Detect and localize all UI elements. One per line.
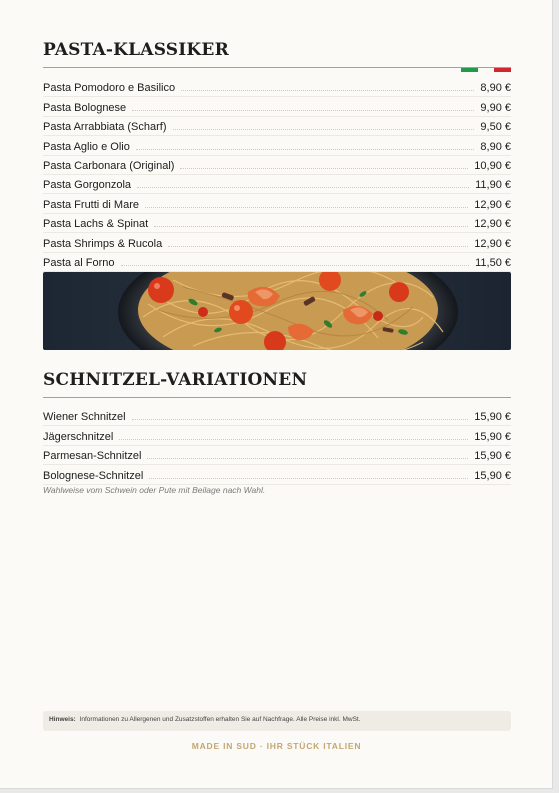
item-price: 9,50 € [480, 121, 511, 134]
schnitzel-section-title: SCHNITZEL-VARIATIONEN [43, 370, 308, 390]
item-price: 15,90 € [474, 430, 511, 443]
item-name: Pasta Frutti di Mare [43, 198, 139, 211]
item-price: 11,90 € [475, 179, 511, 192]
menu-item [43, 214, 511, 233]
pasta-photo [43, 272, 511, 350]
dot-leader [149, 478, 468, 479]
dot-leader [136, 149, 475, 150]
dot-leader [147, 458, 468, 459]
item-price: 12,90 € [474, 237, 511, 250]
item-price: 15,90 € [474, 469, 511, 482]
schnitzel-menu-list [43, 407, 511, 485]
dot-leader [132, 419, 469, 420]
dot-leader [181, 90, 474, 91]
pasta-section-title: PASTA-KLASSIKER [43, 40, 229, 60]
menu-item [43, 78, 511, 97]
flag-red-icon [494, 59, 511, 64]
dot-leader [132, 110, 474, 111]
italy-flag-icon [461, 59, 478, 64]
item-name: Pasta Shrimps & Rucola [43, 237, 163, 250]
hint-label: Hinweis: [49, 716, 76, 723]
menu-item [43, 97, 511, 116]
menu-item [43, 407, 511, 426]
item-name: Pasta Arrabbiata (Scharf) [43, 121, 167, 134]
menu-item [43, 117, 511, 136]
schnitzel-divider [43, 397, 511, 398]
pasta-menu-list [43, 78, 511, 272]
schnitzel-note: Wahlweise vom Schwein oder Pute mit Beilage nach Wahl. [43, 485, 266, 495]
item-name: Pasta Pomodoro e Basilico [43, 82, 176, 95]
item-price: 15,90 € [474, 450, 511, 463]
menu-item [43, 136, 511, 155]
item-name: Pasta Lachs & Spinat [43, 218, 149, 231]
menu-item [43, 465, 511, 484]
item-price: 12,90 € [474, 198, 511, 211]
item-price: 12,90 € [474, 218, 511, 231]
menu-item [43, 426, 511, 445]
menu-item [43, 446, 511, 465]
pasta-divider [43, 67, 511, 68]
dot-leader [119, 439, 468, 440]
menu-item [43, 194, 511, 213]
menu-item [43, 233, 511, 252]
item-price: 10,90 € [474, 159, 511, 172]
item-price: 8,90 € [480, 82, 511, 95]
dot-leader [154, 226, 468, 227]
item-price: 8,90 € [480, 140, 511, 153]
dot-leader [180, 168, 468, 169]
item-name: Pasta Aglio e Olio [43, 140, 130, 153]
item-name: Wiener Schnitzel [43, 411, 126, 424]
dot-leader [168, 246, 468, 247]
dot-leader [145, 207, 468, 208]
dot-leader [137, 187, 469, 188]
item-price: 9,90 € [480, 101, 511, 114]
dot-leader [121, 265, 470, 266]
item-price: 15,90 € [474, 411, 511, 424]
item-name: Pasta Gorgonzola [43, 179, 132, 192]
item-name: Pasta Carbonara (Original) [43, 159, 175, 172]
menu-item [43, 175, 511, 194]
menu-item [43, 156, 511, 175]
item-name: Pasta Bolognese [43, 101, 127, 114]
menu-item [43, 253, 511, 272]
item-name: Parmesan-Schnitzel [43, 450, 142, 463]
item-price: 11,50 € [475, 256, 511, 269]
item-name: Pasta al Forno [43, 256, 115, 269]
item-name: Jägerschnitzel [43, 430, 114, 443]
pasta-photo-illustration [43, 272, 511, 350]
footer-slogan: MADE IN SUD · IHR STÜCK ITALIEN [191, 741, 362, 751]
dot-leader [173, 129, 475, 130]
hint-text: Informationen zu Allergenen und Zusatzstoffen erhalten Sie auf Nachfrage. Alle Preise inkl. MwSt. [79, 716, 361, 723]
item-name: Bolognese-Schnitzel [43, 469, 144, 482]
allergen-hint-box [43, 711, 511, 731]
